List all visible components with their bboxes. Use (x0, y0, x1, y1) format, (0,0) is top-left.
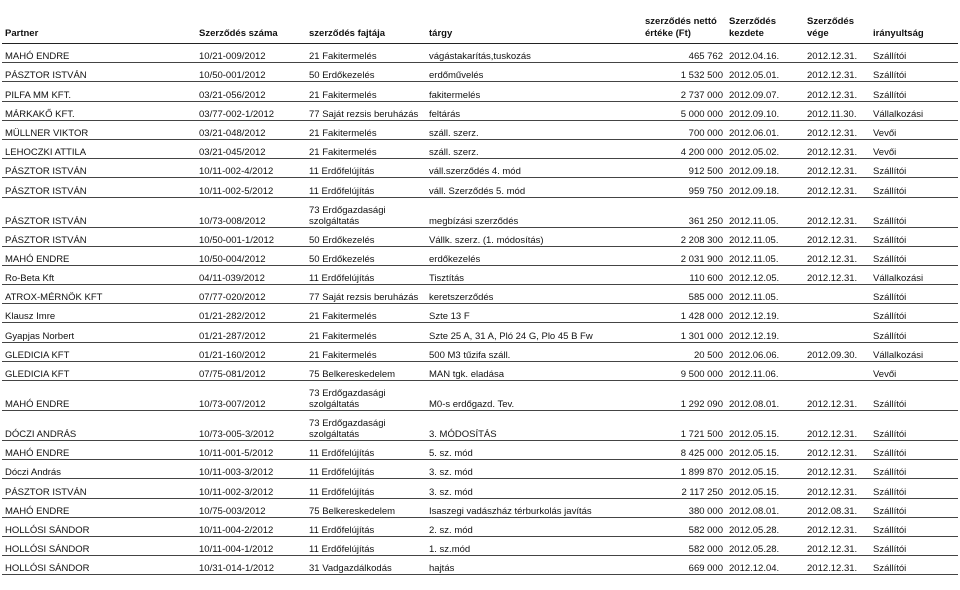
table-row (2, 120, 958, 139)
cell-subject: fakitermelés (426, 82, 642, 101)
table-row (2, 556, 958, 575)
cell-end-date: 2012.08.31. (804, 498, 870, 517)
cell-direction: Szállítói (870, 159, 958, 178)
cell-contract-number: 10/50-004/2012 (196, 246, 306, 265)
cell-partner: Dóczi András (2, 460, 196, 479)
cell-start-date: 2012.12.19. (726, 304, 804, 323)
cell-start-date: 2012.09.18. (726, 178, 804, 197)
contracts-table (2, 2, 958, 575)
cell-subject: 3. sz. mód (426, 460, 642, 479)
cell-contract-type: 21 Fakitermelés (306, 342, 426, 361)
cell-contract-type: 11 Erdőfelújítás (306, 159, 426, 178)
cell-subject: váll. Szerződés 5. mód (426, 178, 642, 197)
cell-subject: 1. sz.mód (426, 536, 642, 555)
cell-end-date (804, 285, 870, 304)
cell-partner: HOLLÓSI SÁNDOR (2, 517, 196, 536)
cell-contract-number: 10/11-003-3/2012 (196, 460, 306, 479)
cell-contract-type: 75 Belkereskedelem (306, 361, 426, 380)
cell-start-date: 2012.05.15. (726, 411, 804, 441)
cell-direction: Szállítói (870, 441, 958, 460)
cell-net-value: 8 425 000 (642, 441, 726, 460)
cell-net-value: 1 532 500 (642, 63, 726, 82)
table-row (2, 101, 958, 120)
cell-end-date: 2012.12.31. (804, 120, 870, 139)
cell-contract-number: 01/21-160/2012 (196, 342, 306, 361)
cell-partner: DÓCZI ANDRÁS (2, 411, 196, 441)
cell-contract-number: 10/50-001/2012 (196, 63, 306, 82)
cell-direction: Vevői (870, 120, 958, 139)
cell-net-value: 912 500 (642, 159, 726, 178)
cell-contract-number: 10/11-002-5/2012 (196, 178, 306, 197)
table-row (2, 498, 958, 517)
cell-start-date: 2012.12.04. (726, 556, 804, 575)
cell-net-value: 1 428 000 (642, 304, 726, 323)
cell-direction: Szállítói (870, 197, 958, 227)
cell-direction: Szállítói (870, 227, 958, 246)
cell-subject: 2. sz. mód (426, 517, 642, 536)
cell-partner: MAHÓ ENDRE (2, 441, 196, 460)
cell-direction: Szállítói (870, 178, 958, 197)
cell-direction: Szállítói (870, 285, 958, 304)
cell-direction: Szállítói (870, 411, 958, 441)
table-row (2, 536, 958, 555)
cell-contract-type: 11 Erdőfelújítás (306, 460, 426, 479)
cell-subject: 500 M3 tűzifa száll. (426, 342, 642, 361)
cell-subject: feltárás (426, 101, 642, 120)
cell-net-value: 4 200 000 (642, 139, 726, 158)
table-row (2, 285, 958, 304)
cell-contract-type: 50 Erdőkezelés (306, 227, 426, 246)
cell-partner: PÁSZTOR ISTVÁN (2, 227, 196, 246)
cell-net-value: 669 000 (642, 556, 726, 575)
cell-contract-number: 01/21-287/2012 (196, 323, 306, 342)
cell-start-date: 2012.06.06. (726, 342, 804, 361)
cell-subject: váll.szerződés 4. mód (426, 159, 642, 178)
table-row (2, 159, 958, 178)
cell-end-date: 2012.12.31. (804, 265, 870, 284)
cell-contract-number: 10/31-014-1/2012 (196, 556, 306, 575)
cell-direction: Szállítói (870, 479, 958, 498)
table-row (2, 460, 958, 479)
cell-contract-number: 07/75-081/2012 (196, 361, 306, 380)
cell-end-date: 2012.11.30. (804, 101, 870, 120)
cell-net-value: 582 000 (642, 517, 726, 536)
cell-start-date: 2012.05.02. (726, 139, 804, 158)
header-direction: irányultság (870, 2, 958, 44)
cell-subject: Szte 25 A, 31 A, Pló 24 G, Plo 45 B Fw (426, 323, 642, 342)
cell-start-date: 2012.05.15. (726, 441, 804, 460)
cell-net-value: 380 000 (642, 498, 726, 517)
cell-contract-number: 10/11-002-3/2012 (196, 479, 306, 498)
cell-partner: Ro-Beta Kft (2, 265, 196, 284)
cell-direction: Szállítói (870, 381, 958, 411)
cell-partner: Gyapjas Norbert (2, 323, 196, 342)
table-row (2, 381, 958, 411)
header-net-value: szerződés nettó értéke (Ft) (642, 2, 726, 44)
table-row (2, 178, 958, 197)
cell-contract-number: 03/77-002-1/2012 (196, 101, 306, 120)
cell-end-date (804, 304, 870, 323)
cell-net-value: 5 000 000 (642, 101, 726, 120)
cell-contract-type: 77 Saját rezsis beruházás (306, 285, 426, 304)
cell-net-value: 2 117 250 (642, 479, 726, 498)
cell-start-date: 2012.11.05. (726, 285, 804, 304)
cell-net-value: 1 301 000 (642, 323, 726, 342)
cell-subject: Tisztítás (426, 265, 642, 284)
cell-end-date: 2012.12.31. (804, 82, 870, 101)
cell-contract-type: 11 Erdőfelújítás (306, 517, 426, 536)
cell-direction: Szállítói (870, 517, 958, 536)
table-row (2, 441, 958, 460)
cell-direction: Szállítói (870, 536, 958, 555)
cell-end-date: 2012.12.31. (804, 227, 870, 246)
header-subject: tárgy (426, 2, 642, 44)
cell-end-date: 2012.12.31. (804, 246, 870, 265)
cell-partner: PÁSZTOR ISTVÁN (2, 159, 196, 178)
cell-subject: erdőművelés (426, 63, 642, 82)
cell-partner: PÁSZTOR ISTVÁN (2, 63, 196, 82)
cell-contract-type: 21 Fakitermelés (306, 323, 426, 342)
cell-contract-type: 21 Fakitermelés (306, 82, 426, 101)
cell-net-value: 2 031 900 (642, 246, 726, 265)
cell-net-value: 959 750 (642, 178, 726, 197)
cell-net-value: 20 500 (642, 342, 726, 361)
cell-partner: PÁSZTOR ISTVÁN (2, 178, 196, 197)
cell-subject: száll. szerz. (426, 139, 642, 158)
cell-partner: MAHÓ ENDRE (2, 381, 196, 411)
cell-end-date: 2012.12.31. (804, 479, 870, 498)
cell-start-date: 2012.05.28. (726, 536, 804, 555)
cell-partner: MAHÓ ENDRE (2, 498, 196, 517)
cell-partner: HOLLÓSI SÁNDOR (2, 556, 196, 575)
cell-subject: keretszerződés (426, 285, 642, 304)
cell-subject: 5. sz. mód (426, 441, 642, 460)
cell-net-value: 1 721 500 (642, 411, 726, 441)
header-contract-number: Szerződés száma (196, 2, 306, 44)
cell-end-date (804, 361, 870, 380)
cell-direction: Szállítói (870, 82, 958, 101)
cell-contract-number: 10/11-001-5/2012 (196, 441, 306, 460)
cell-direction: Vállalkozási (870, 101, 958, 120)
cell-contract-type: 50 Erdőkezelés (306, 246, 426, 265)
cell-subject: 3. sz. mód (426, 479, 642, 498)
cell-contract-number: 10/73-008/2012 (196, 197, 306, 227)
cell-end-date: 2012.12.31. (804, 44, 870, 63)
cell-net-value: 700 000 (642, 120, 726, 139)
cell-direction: Vállalkozási (870, 342, 958, 361)
cell-contract-number: 03/21-045/2012 (196, 139, 306, 158)
cell-start-date: 2012.12.19. (726, 323, 804, 342)
cell-contract-number: 10/73-005-3/2012 (196, 411, 306, 441)
cell-contract-type: 21 Fakitermelés (306, 139, 426, 158)
cell-contract-number: 10/11-002-4/2012 (196, 159, 306, 178)
header-contract-type: szerződés fajtája (306, 2, 426, 44)
cell-contract-number: 10/75-003/2012 (196, 498, 306, 517)
cell-net-value: 585 000 (642, 285, 726, 304)
cell-start-date: 2012.05.15. (726, 460, 804, 479)
cell-start-date: 2012.08.01. (726, 381, 804, 411)
cell-contract-type: 77 Saját rezsis beruházás (306, 101, 426, 120)
table-row (2, 82, 958, 101)
cell-start-date: 2012.06.01. (726, 120, 804, 139)
cell-partner: LEHOCZKI ATTILA (2, 139, 196, 158)
cell-contract-type: 21 Fakitermelés (306, 44, 426, 63)
cell-subject: Szte 13 F (426, 304, 642, 323)
cell-direction: Szállítói (870, 44, 958, 63)
cell-contract-number: 07/77-020/2012 (196, 285, 306, 304)
cell-direction: Szállítói (870, 304, 958, 323)
cell-end-date: 2012.12.31. (804, 517, 870, 536)
header-end-date: Szerződés vége (804, 2, 870, 44)
cell-contract-number: 10/11-004-2/2012 (196, 517, 306, 536)
cell-end-date: 2012.12.31. (804, 441, 870, 460)
cell-contract-type: 75 Belkereskedelem (306, 498, 426, 517)
cell-contract-number: 10/21-009/2012 (196, 44, 306, 63)
cell-contract-type: 11 Erdőfelújítás (306, 441, 426, 460)
cell-contract-type: 73 Erdőgazdasági szolgáltatás (306, 197, 426, 227)
table-row (2, 479, 958, 498)
table-row (2, 323, 958, 342)
cell-end-date: 2012.12.31. (804, 178, 870, 197)
cell-net-value: 465 762 (642, 44, 726, 63)
cell-start-date: 2012.04.16. (726, 44, 804, 63)
cell-partner: MÁRKAKŐ KFT. (2, 101, 196, 120)
cell-partner: PILFA MM KFT. (2, 82, 196, 101)
cell-direction: Szállítói (870, 63, 958, 82)
cell-start-date: 2012.11.05. (726, 197, 804, 227)
cell-end-date: 2012.12.31. (804, 556, 870, 575)
cell-contract-type: 73 Erdőgazdasági szolgáltatás (306, 411, 426, 441)
cell-end-date: 2012.12.31. (804, 197, 870, 227)
cell-contract-type: 11 Erdőfelújítás (306, 536, 426, 555)
cell-contract-number: 04/11-039/2012 (196, 265, 306, 284)
table-row (2, 342, 958, 361)
cell-contract-number: 10/11-004-1/2012 (196, 536, 306, 555)
cell-partner: HOLLÓSI SÁNDOR (2, 536, 196, 555)
cell-subject: hajtás (426, 556, 642, 575)
table-body (2, 44, 958, 575)
cell-net-value: 1 899 870 (642, 460, 726, 479)
cell-start-date: 2012.09.07. (726, 82, 804, 101)
cell-net-value: 110 600 (642, 265, 726, 284)
cell-partner: MAHÓ ENDRE (2, 44, 196, 63)
header-start-date: Szerződés kezdete (726, 2, 804, 44)
cell-start-date: 2012.09.18. (726, 159, 804, 178)
cell-end-date: 2012.12.31. (804, 381, 870, 411)
cell-start-date: 2012.05.01. (726, 63, 804, 82)
header-partner: Partner (2, 2, 196, 44)
cell-contract-type: 11 Erdőfelújítás (306, 178, 426, 197)
cell-partner: MÜLLNER VIKTOR (2, 120, 196, 139)
cell-net-value: 582 000 (642, 536, 726, 555)
cell-direction: Szállítói (870, 323, 958, 342)
cell-start-date: 2012.05.15. (726, 479, 804, 498)
cell-contract-type: 31 Vadgazdálkodás (306, 556, 426, 575)
cell-partner: MAHÓ ENDRE (2, 246, 196, 265)
cell-partner: GLEDICIA KFT (2, 342, 196, 361)
cell-net-value: 361 250 (642, 197, 726, 227)
cell-end-date (804, 323, 870, 342)
cell-start-date: 2012.09.10. (726, 101, 804, 120)
cell-direction: Vevői (870, 139, 958, 158)
cell-subject: MAN tgk. eladása (426, 361, 642, 380)
cell-partner: PÁSZTOR ISTVÁN (2, 197, 196, 227)
cell-partner: ATROX-MÉRNÖK KFT (2, 285, 196, 304)
cell-direction: Vállalkozási (870, 265, 958, 284)
table-row (2, 246, 958, 265)
cell-contract-type: 11 Erdőfelújítás (306, 265, 426, 284)
table-row (2, 227, 958, 246)
cell-contract-number: 03/21-056/2012 (196, 82, 306, 101)
table-row (2, 304, 958, 323)
table-row (2, 517, 958, 536)
cell-net-value: 2 737 000 (642, 82, 726, 101)
cell-contract-number: 03/21-048/2012 (196, 120, 306, 139)
cell-partner: GLEDICIA KFT (2, 361, 196, 380)
cell-direction: Szállítói (870, 556, 958, 575)
cell-start-date: 2012.11.05. (726, 246, 804, 265)
cell-net-value: 2 208 300 (642, 227, 726, 246)
cell-subject: M0-s erdőgazd. Tev. (426, 381, 642, 411)
cell-direction: Vevői (870, 361, 958, 380)
cell-end-date: 2012.12.31. (804, 411, 870, 441)
cell-start-date: 2012.08.01. (726, 498, 804, 517)
cell-subject: erdőkezelés (426, 246, 642, 265)
cell-contract-type: 73 Erdőgazdasági szolgáltatás (306, 381, 426, 411)
cell-end-date: 2012.09.30. (804, 342, 870, 361)
cell-end-date: 2012.12.31. (804, 139, 870, 158)
cell-contract-number: 10/73-007/2012 (196, 381, 306, 411)
cell-contract-number: 01/21-282/2012 (196, 304, 306, 323)
cell-direction: Szállítói (870, 498, 958, 517)
cell-net-value: 1 292 090 (642, 381, 726, 411)
cell-contract-number: 10/50-001-1/2012 (196, 227, 306, 246)
cell-contract-type: 50 Erdőkezelés (306, 63, 426, 82)
table-row (2, 63, 958, 82)
cell-contract-type: 21 Fakitermelés (306, 120, 426, 139)
cell-subject: száll. szerz. (426, 120, 642, 139)
cell-partner: Klausz Imre (2, 304, 196, 323)
table-header-row (2, 2, 958, 44)
cell-partner: PÁSZTOR ISTVÁN (2, 479, 196, 498)
table-row (2, 44, 958, 63)
cell-contract-type: 11 Erdőfelújítás (306, 479, 426, 498)
cell-subject: vágástakarítás,tuskozás (426, 44, 642, 63)
cell-start-date: 2012.11.06. (726, 361, 804, 380)
cell-direction: Szállítói (870, 246, 958, 265)
cell-direction: Szállítói (870, 460, 958, 479)
cell-start-date: 2012.05.28. (726, 517, 804, 536)
table-row (2, 197, 958, 227)
cell-subject: Isaszegi vadászház térburkolás javítás (426, 498, 642, 517)
cell-end-date: 2012.12.31. (804, 63, 870, 82)
cell-subject: 3. MÓDOSÍTÁS (426, 411, 642, 441)
cell-end-date: 2012.12.31. (804, 159, 870, 178)
cell-subject: megbízási szerződés (426, 197, 642, 227)
cell-contract-type: 21 Fakitermelés (306, 304, 426, 323)
cell-end-date: 2012.12.31. (804, 536, 870, 555)
cell-subject: Vállk. szerz. (1. módosítás) (426, 227, 642, 246)
table-row (2, 139, 958, 158)
cell-net-value: 9 500 000 (642, 361, 726, 380)
cell-start-date: 2012.11.05. (726, 227, 804, 246)
cell-end-date: 2012.12.31. (804, 460, 870, 479)
cell-start-date: 2012.12.05. (726, 265, 804, 284)
table-row (2, 361, 958, 380)
table-row (2, 411, 958, 441)
table-row (2, 265, 958, 284)
